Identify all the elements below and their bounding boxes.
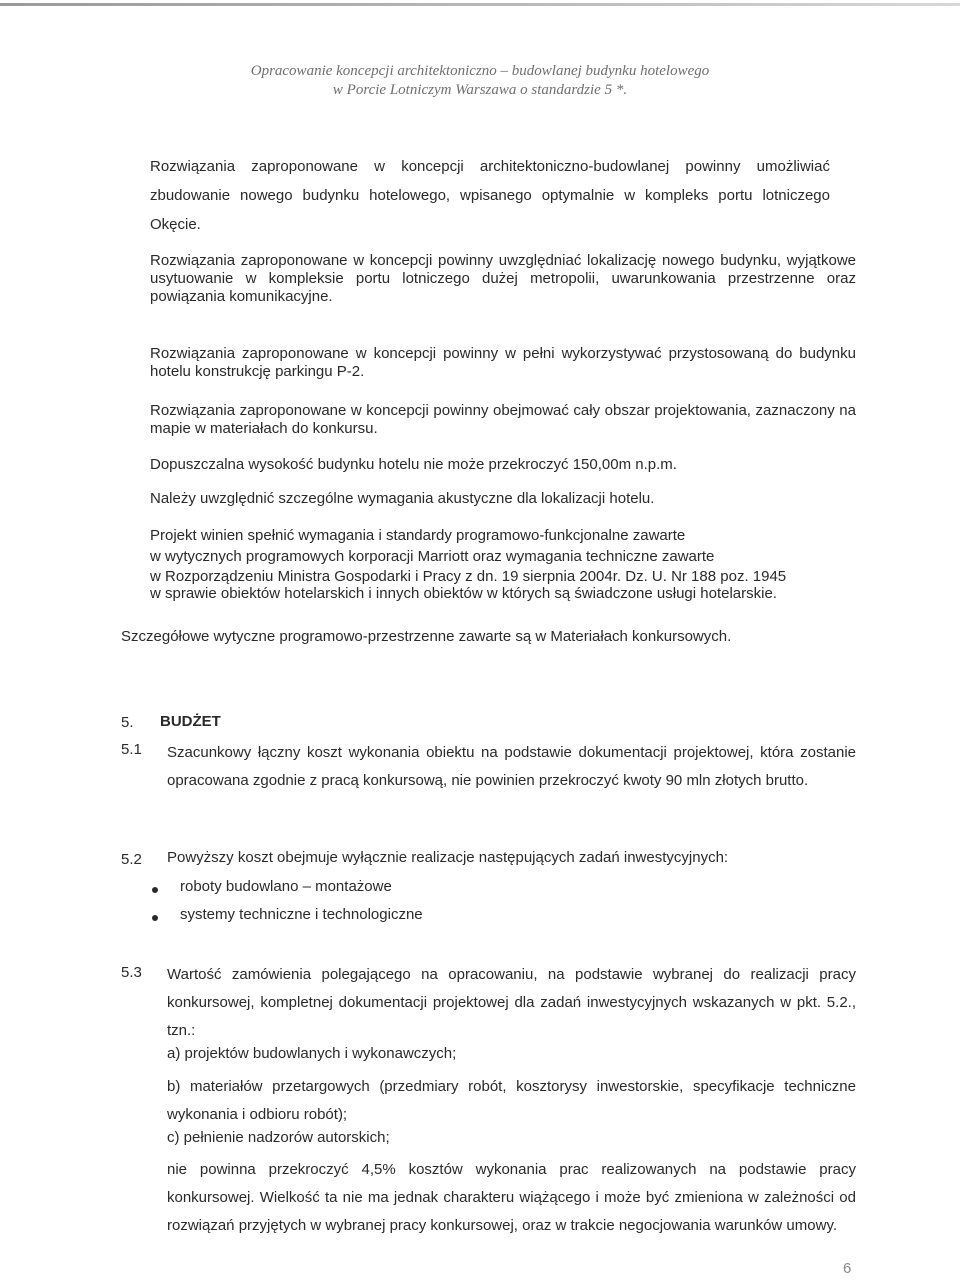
paragraph-7-line-4: w sprawie obiektów hotelarskich i innych obiektów w których są świadczone usługi hotelarskie. <box>150 585 777 602</box>
paragraph-7-line-2: w wytycznych programowych korporacji Marriott oraz wymagania techniczne zawarte <box>150 548 715 565</box>
header-line-1: Opracowanie koncepcji architektoniczno – budowlanej budynku hotelowego <box>250 63 710 79</box>
section-5-2-item-2: systemy techniczne i technologiczne <box>180 906 423 923</box>
paragraph-5: Dopuszczalna wysokość budynku hotelu nie może przekroczyć 150,00m n.p.m. <box>150 456 677 473</box>
section-5-3-item-a: a) projektów budowlanych i wykonawczych; <box>167 1045 457 1062</box>
paragraph-6: Należy uwzględnić szczególne wymagania akustyczne dla lokalizacji hotelu. <box>150 490 655 507</box>
section-5-1-number: 5.1 <box>121 741 142 758</box>
paragraph-4: Rozwiązania zaproponowane w koncepcji powinny obejmować cały obszar projektowania, zaznaczony na mapie w materiałach do konkursu. <box>150 402 856 437</box>
section-5-2-item-1: roboty budowlano – montażowe <box>180 878 392 895</box>
top-rule <box>0 3 960 6</box>
section-5-3-item-c: c) pełnienie nadzorów autorskich; <box>167 1129 390 1146</box>
bullet-icon <box>152 887 158 893</box>
running-header <box>0 62 960 100</box>
section-5-3-closing: nie powinna przekroczyć 4,5% kosztów wykonania prac realizowanych na podstawie pracy konkursowej. Wielkość ta nie ma jednak charakteru wiążącego i może być zmieniona w zależności od rozwiązań przyjętych w wybranej pracy konkursowej, oraz w trakcie negocjowania warunków umowy. <box>167 1161 856 1234</box>
section-5-3-intro: Wartość zamówienia polegającego na opracowaniu, na podstawie wybranej do realizacji pracy konkursowej, kompletnej dokumentacji projektowej dla zadań inwestycyjnych wskazanych w pkt. 5.2., tzn.: <box>167 966 856 1039</box>
page-number: 6 <box>843 1260 852 1277</box>
paragraph-3: Rozwiązania zaproponowane w koncepcji powinny w pełni wykorzystywać przystosowaną do budynku hotelu konstrukcję parkingu P-2. <box>150 345 856 380</box>
section-5-number: 5. <box>121 714 134 731</box>
paragraph-8: Szczegółowe wytyczne programowo-przestrzenne zawarte są w Materiałach konkursowych. <box>121 628 732 645</box>
paragraph-7-line-3: w Rozporządzeniu Ministra Gospodarki i Pracy z dn. 19 sierpnia 2004r. Dz. U. Nr 188 poz. 1945 <box>150 568 787 585</box>
section-5-3-item-b: b) materiałów przetargowych (przedmiary robót, kosztorysy inwestorskie, specyfikacje techniczne wykonania i odbioru robót); <box>167 1078 856 1123</box>
paragraph-1: Rozwiązania zaproponowane w koncepcji architektoniczno-budowlanej powinny umożliwiać zbudowanie nowego budynku hotelowego, wpisanego optymalnie w kompleks portu lotniczego Okęcie. <box>150 158 830 233</box>
section-5-3-number: 5.3 <box>121 964 142 981</box>
bullet-icon <box>152 915 158 921</box>
section-5-title: BUDŻET <box>160 713 221 730</box>
section-5-2-text: Powyższy koszt obejmuje wyłącznie realizacje następujących zadań inwestycyjnych: <box>167 849 729 866</box>
section-5-2-number: 5.2 <box>121 851 142 868</box>
header-line-2: w Porcie Lotniczym Warszawa o standardzie 5 *. <box>332 82 628 98</box>
paragraph-2: Rozwiązania zaproponowane w koncepcji powinny uwzględniać lokalizację nowego budynku, wyjątkowe usytuowanie w kompleksie portu lotniczego dużej metropolii, uwarunkowania przestrzenne oraz powiązania komunikacyjne. <box>150 252 856 305</box>
section-5-1-text: Szacunkowy łączny koszt wykonania obiektu na podstawie dokumentacji projektowej, która zostanie opracowana zgodnie z pracą konkursową, nie powinien przekroczyć kwoty 90 mln złotych brutto. <box>167 744 856 789</box>
paragraph-7-line-1: Projekt winien spełnić wymagania i standardy programowo-funkcjonalne zawarte <box>150 527 686 544</box>
